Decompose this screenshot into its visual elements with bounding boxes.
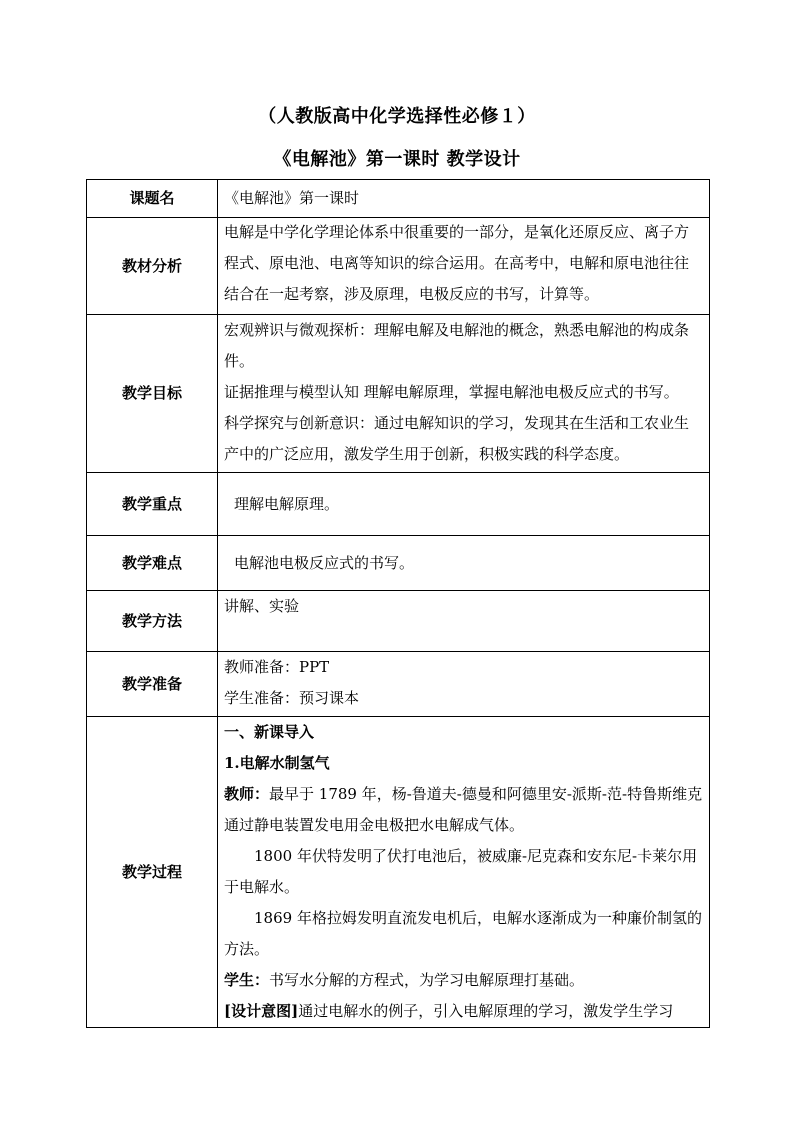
history-paragraph: 1800 年伏特发明了伏打电池后，被威廉-尼克森和安东尼-卡莱尔用于电解水。 [224, 847, 698, 896]
key-point-label: 教学重点 [87, 473, 218, 536]
analysis-label: 教材分析 [87, 218, 218, 315]
topic-label: 课题名 [87, 180, 218, 218]
design-intent-paragraph [224, 996, 703, 1027]
design-intent-text: 通过电解水的例子，引入电解原理的学习，激发学生学习 [298, 1002, 674, 1020]
table-row [87, 315, 710, 473]
table-row [87, 473, 710, 536]
preparation-label: 教学准备 [87, 652, 218, 717]
student-text: 书写水分解的方程式，为学习电解原理打基础。 [269, 971, 585, 989]
teacher-preparation: 教师准备：PPT [224, 658, 330, 676]
section-heading: 一、新课导入 [224, 723, 315, 741]
lesson-plan-table [86, 179, 710, 1028]
table-row [87, 717, 710, 1028]
teacher-paragraph [224, 779, 703, 841]
preparation-content [218, 652, 710, 717]
method-value [218, 591, 710, 652]
key-point-value [218, 473, 710, 536]
difficulty-text: 电解池电极反应式的书写。 [234, 553, 415, 572]
table-row [87, 218, 710, 315]
process-label: 教学过程 [87, 717, 218, 1028]
document-title: （人教版高中化学选择性必修１） [258, 106, 536, 127]
analysis-paragraph: 电解是中学化学理论体系中很重要的一部分，是氧化还原反应、离子方程式、原电池、电离等知识的综合运用。在高考中，电解和原电池往往结合在一起考察，涉及原理，电极反应的书写，计算等。 [224, 223, 690, 303]
sub-heading: 1.电解水制氢气 [224, 754, 330, 772]
goal-item: 宏观辨识与微观探析：理解电解及电解池的概念，熟悉电解池的构成条件。 [224, 321, 690, 370]
topic-value: 《电解池》第一课时 [218, 180, 710, 218]
teacher-text: 最早于 1789 年，杨-鲁道夫-德曼和阿德里安-派斯-范-特鲁斯维克通过静电装置发电用金电极把水电解成气体。 [224, 785, 703, 834]
table-row [87, 591, 710, 652]
goal-item: 科学探究与创新意识：通过电解知识的学习，发现其在生活和工农业生产中的广泛应用，激发学生用于创新，积极实践的科学态度。 [224, 414, 690, 463]
goals-content [218, 315, 710, 473]
difficulty-value [218, 536, 710, 591]
difficulty-label: 教学难点 [87, 536, 218, 591]
table-row [87, 536, 710, 591]
document-subtitle: 《电解池》第一课时 教学设计 [273, 149, 521, 170]
student-preparation: 学生准备：预习课本 [224, 689, 360, 707]
analysis-text [218, 218, 710, 315]
process-content [218, 717, 710, 1028]
student-label: 学生： [224, 971, 270, 989]
method-label: 教学方法 [87, 591, 218, 652]
key-point-text: 理解电解原理。 [234, 494, 340, 513]
student-paragraph [224, 965, 703, 996]
table-row [87, 652, 710, 717]
history-paragraph: 1869 年格拉姆发明直流发电机后，电解水逐渐成为一种廉价制氢的方法。 [224, 909, 702, 958]
design-intent-label: [设计意图] [224, 1002, 299, 1020]
table-row [87, 180, 710, 218]
method-text: 讲解、实验 [224, 597, 300, 615]
goals-label: 教学目标 [87, 315, 218, 473]
teacher-label: 教师： [224, 785, 270, 803]
goal-item: 证据推理与模型认知 理解电解原理，掌握电解池电极反应式的书写。 [224, 383, 679, 401]
